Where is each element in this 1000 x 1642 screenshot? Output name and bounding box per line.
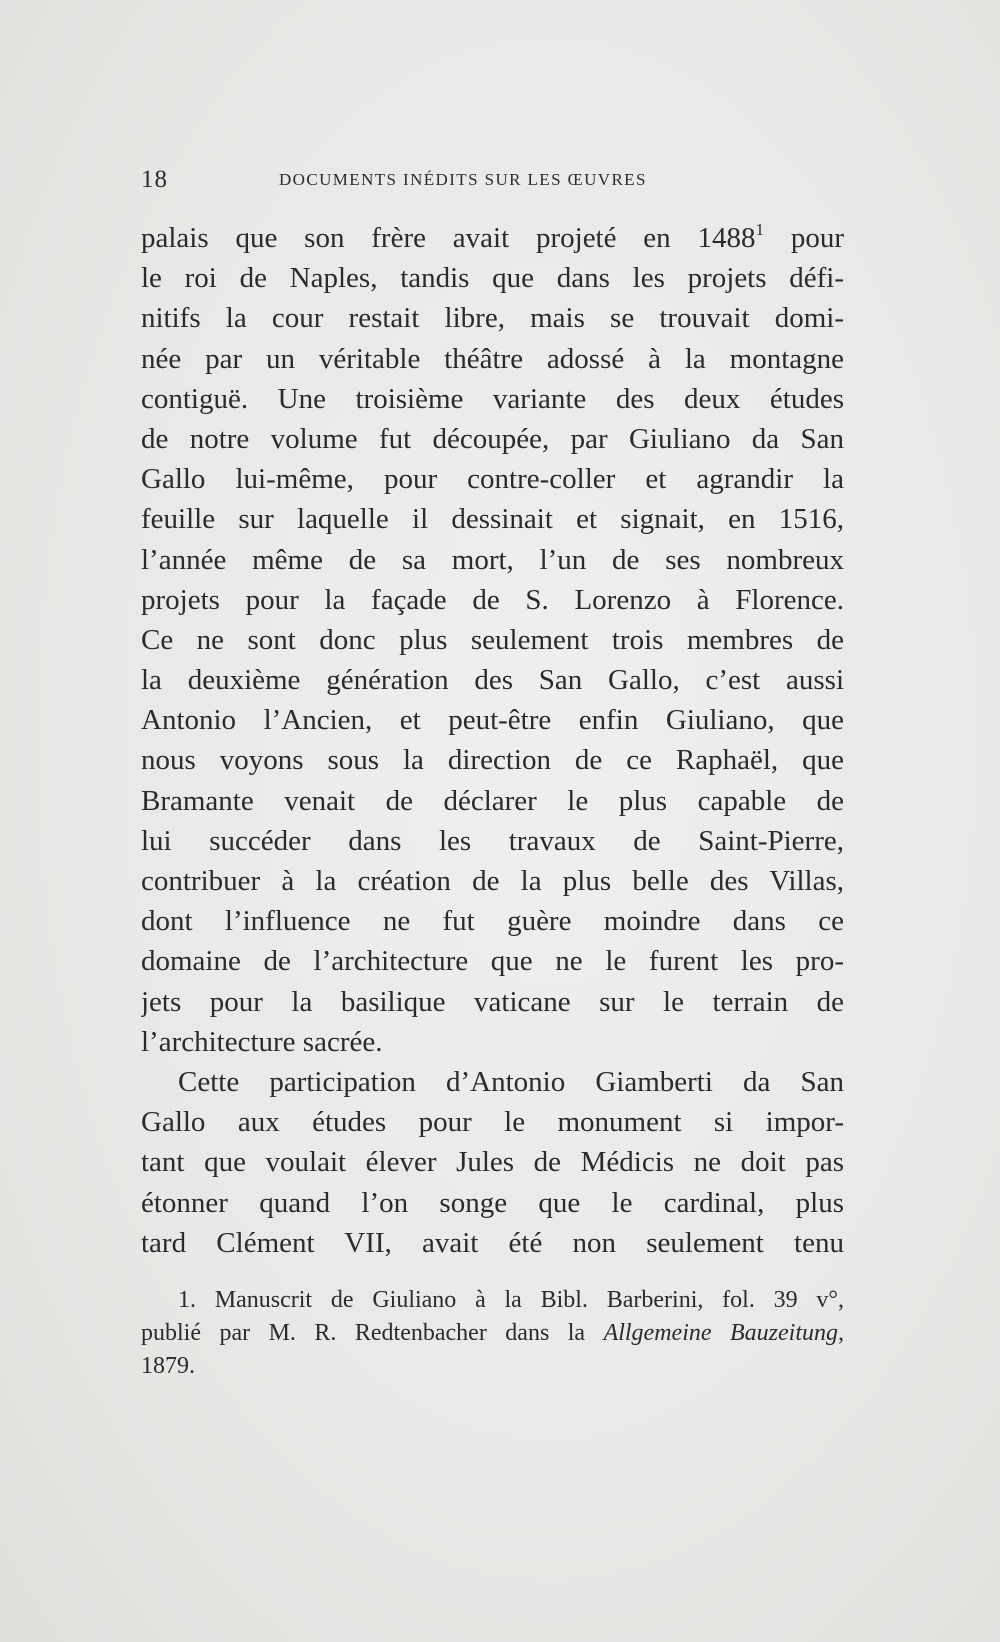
- body-line: projets pour la façade de S. Lorenzo à Florence.: [141, 583, 844, 616]
- body-line: nitifs la cour restait libre, mais se trouvait domi-: [141, 302, 844, 335]
- footnote-marker: 1: [755, 220, 765, 239]
- body-line: contribuer à la création de la plus belle des Villas,: [141, 865, 844, 897]
- footnote: [141, 1284, 844, 1383]
- body-line: l’architecture sacrée.: [141, 1025, 383, 1058]
- body-line: feuille sur laquelle il dessinait et signait, en 1516,: [141, 503, 844, 536]
- body-line: tard Clément VII, avait été non seulement tenu: [141, 1226, 844, 1259]
- body-line: née par un véritable théâtre adossé à la montagne: [141, 342, 844, 375]
- body-line: étonner quand l’on songe que le cardinal, plus: [141, 1186, 844, 1219]
- footnote-line: 1. Manuscrit de Giuliano à la Bibl. Barberini, fol. 39 v°,: [178, 1287, 844, 1313]
- body-line: de notre volume fut découpée, par Giuliano da San: [141, 422, 844, 455]
- body-line: Cette participation d’Antonio Giamberti da San: [178, 1065, 844, 1098]
- footnote-line: publié par M. R. Redtenbacher dans la Allgemeine Bauzeitung,: [141, 1320, 844, 1346]
- body-line: nous voyons sous la direction de ce Raphaël, que: [141, 744, 844, 777]
- body-text: [141, 218, 844, 1263]
- body-line: tant que voulait élever Jules de Médicis ne doit pas: [141, 1146, 844, 1179]
- body-line: Gallo aux études pour le monument si impor-: [141, 1106, 844, 1139]
- body-line: l’année même de sa mort, l’un de ses nombreux: [141, 543, 844, 576]
- body-line: contiguë. Une troisième variante des deux études: [141, 382, 844, 415]
- page-header: [141, 166, 841, 200]
- body-line: Gallo lui-même, pour contre-coller et agrandir la: [141, 463, 844, 496]
- running-head: DOCUMENTS INÉDITS SUR LES ŒUVRES: [279, 170, 647, 189]
- footnote-line: 1879.: [141, 1353, 195, 1379]
- body-line: la deuxième génération des San Gallo, c’est aussi: [141, 664, 844, 697]
- body-line: palais que son frère avait projeté en 1488$^1$ pour: [141, 220, 844, 254]
- journal-title: Allgemeine Bauzeitung,: [603, 1320, 844, 1346]
- body-line: le roi de Naples, tandis que dans les projets défi-: [141, 262, 844, 295]
- page-number: 18: [141, 166, 168, 193]
- body-line: Antonio l’Ancien, et peut-être enfin Giuliano, que: [141, 704, 844, 737]
- body-line: jets pour la basilique vaticane sur le terrain de: [141, 985, 844, 1018]
- body-line: lui succéder dans les travaux de Saint-Pierre,: [141, 824, 844, 857]
- body-line: Bramante venait de déclarer le plus capable de: [141, 784, 844, 817]
- body-line: dont l’influence ne fut guère moindre dans ce: [141, 905, 844, 938]
- body-line: Ce ne sont donc plus seulement trois membres de: [141, 623, 844, 656]
- body-line: domaine de l’architecture que ne le furent les pro-: [141, 945, 844, 978]
